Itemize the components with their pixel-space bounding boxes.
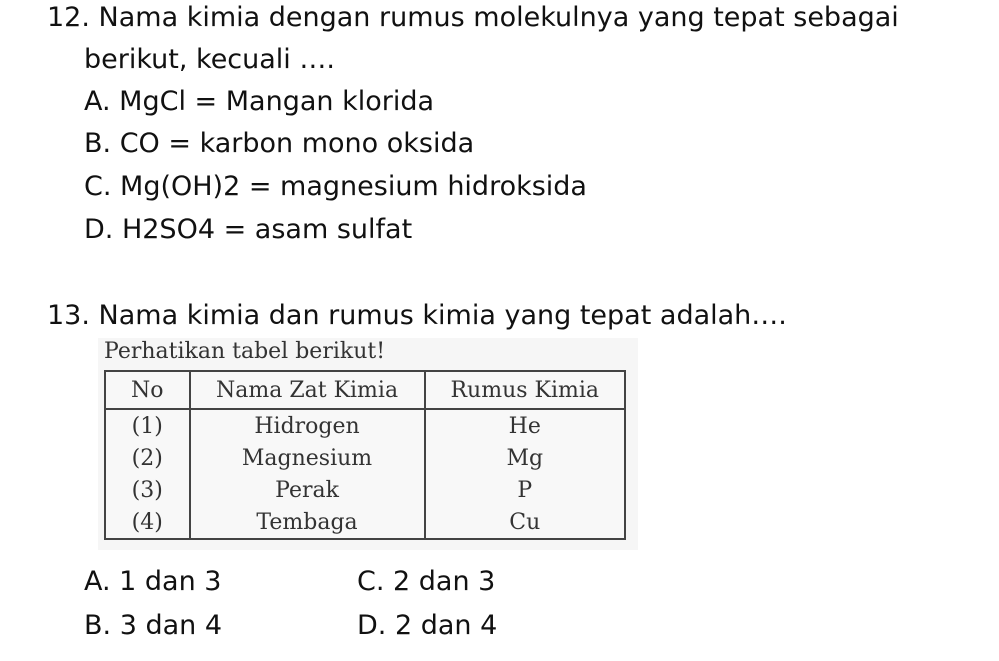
table-cell-name: Magnesium xyxy=(190,442,425,474)
question-12-option-d: D. H2SO4 = asam sulfat xyxy=(84,214,413,245)
question-13-option-d: D. 2 dan 4 xyxy=(357,610,498,641)
question-12-option-b: B. CO = karbon mono oksida xyxy=(84,128,475,159)
table-cell-no: (3) xyxy=(105,474,190,506)
table-cell-no: (4) xyxy=(105,506,190,539)
table-caption: Perhatikan tabel berikut! xyxy=(104,339,386,364)
question-12-text-line1: 12. Nama kimia dengan rumus molekulnya yang tepat sebagai xyxy=(47,2,899,33)
table-cell-formula: He xyxy=(425,409,625,442)
question-13-option-a: A. 1 dan 3 xyxy=(84,566,222,597)
table-cell-name: Tembaga xyxy=(190,506,425,539)
table-cell-name: Perak xyxy=(190,474,425,506)
table-cell-formula: P xyxy=(425,474,625,506)
table-cell-no: (1) xyxy=(105,409,190,442)
question-12-option-c: C. Mg(OH)2 = magnesium hidroksida xyxy=(84,171,587,202)
table-cell-formula: Cu xyxy=(425,506,625,539)
table-header-formula: Rumus Kimia xyxy=(425,371,625,409)
table-row xyxy=(105,409,625,442)
question-13-option-b: B. 3 dan 4 xyxy=(84,610,223,641)
table-header-no: No xyxy=(105,371,190,409)
table-cell-formula: Mg xyxy=(425,442,625,474)
question-12-option-a: A. MgCl = Mangan klorida xyxy=(84,86,435,117)
table-row xyxy=(105,506,625,539)
table-header-row xyxy=(105,371,625,409)
question-13-option-c: C. 2 dan 3 xyxy=(357,566,496,597)
question-12-text-line2: berikut, kecuali …. xyxy=(84,44,335,75)
table-header-name: Nama Zat Kimia xyxy=(190,371,425,409)
table-cell-no: (2) xyxy=(105,442,190,474)
table-row xyxy=(105,474,625,506)
table-row xyxy=(105,442,625,474)
table-cell-name: Hidrogen xyxy=(190,409,425,442)
chemistry-table xyxy=(104,370,626,540)
question-13-text: 13. Nama kimia dan rumus kimia yang tepat adalah…. xyxy=(47,300,787,331)
